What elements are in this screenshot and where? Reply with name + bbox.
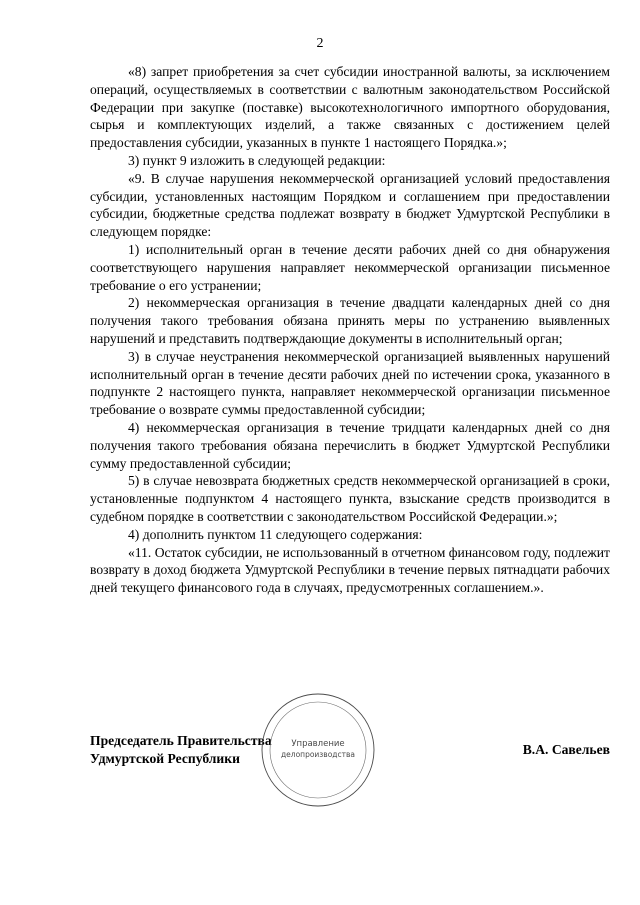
paragraph-subpoint-4: 4) некоммерческая организация в течение тридцати календарных дней со дня получения такого требования обязана перечислить в бюджет Удмуртской Республики сумму предоставленной субсидии; [90,419,610,471]
paragraph-point-9: «9. В случае нарушения некоммерческой организацией условий предоставления субсидии, установленных настоящим Порядком и соглашением при предоставлении субсидии, бюджетные средства подлежат возврату в бюджет Удмуртской Республики в следующем порядке: [90,170,610,240]
signatory-position [90,732,272,768]
paragraph-amendment-3: 3) пункт 9 изложить в следующей редакции: [128,152,386,168]
paragraph-point-11: «11. Остаток субсидии, не использованный в отчетном финансовом году, подлежит возврату в доход бюджета Удмуртской Республики в течение первых пятнадцати рабочих дней текущего финансового года в случаях, предусмотренных соглашением.». [90,544,610,596]
stamp-seal [258,690,378,810]
paragraph-subpoint-1: 1) исполнительный орган в течение десяти рабочих дней со дня обнаружения соответствующего нарушения направляет некоммерческой организации письменное требование о его устранении; [90,241,610,293]
paragraph-subpoint-3: 3) в случае неустранения некоммерческой организацией выявленных нарушений исполнительный орган в течение десяти рабочих дней по истечении срока, указанного в подпункте 2 настоящего пункта, направляет некоммерческой организации письменное требование о возврате суммы предоставленной субсидии; [90,348,610,418]
signatory-position-line1: Председатель Правительства [90,733,272,748]
stamp-line1: Управление [291,739,345,749]
signatory-name: В.А. Савельев [522,742,610,757]
document-body [90,63,610,597]
signatory-position-line2: Удмуртской Республики [90,750,240,766]
paragraph-subpoint-5: 5) в случае невозврата бюджетных средств некоммерческой организацией в сроки, установленные подпунктом 4 настоящего пункта, взыскание средств производится в судебном порядке в соответствии с законодательством Российской Федерации.»; [90,473,610,524]
paragraph-item-8: «8) запрет приобретения за счет субсидии иностранной валюты, за исключением операций, осуществляемых в соответствии с валютным законодательством Российской Федерации при закупке (поставке) высокотехнологичного импортного оборудования, сырья и комплектующих изделий, а также связанных с достижением целей предоставления субсидии, указанных в пункте 1 настоящего Порядка.»; [90,64,610,151]
paragraph-subpoint-2: 2) некоммерческая организация в течение двадцати календарных дней со дня получения такого требования обязана принять меры по устранению выявленных нарушений и представить подтверждающие документы в исполнительный орган; [90,295,610,346]
stamp-line2: делопроизводства [280,750,356,759]
page-number: 2 [316,36,324,51]
paragraph-amendment-4: 4) дополнить пунктом 11 следующего содержания: [128,526,423,542]
